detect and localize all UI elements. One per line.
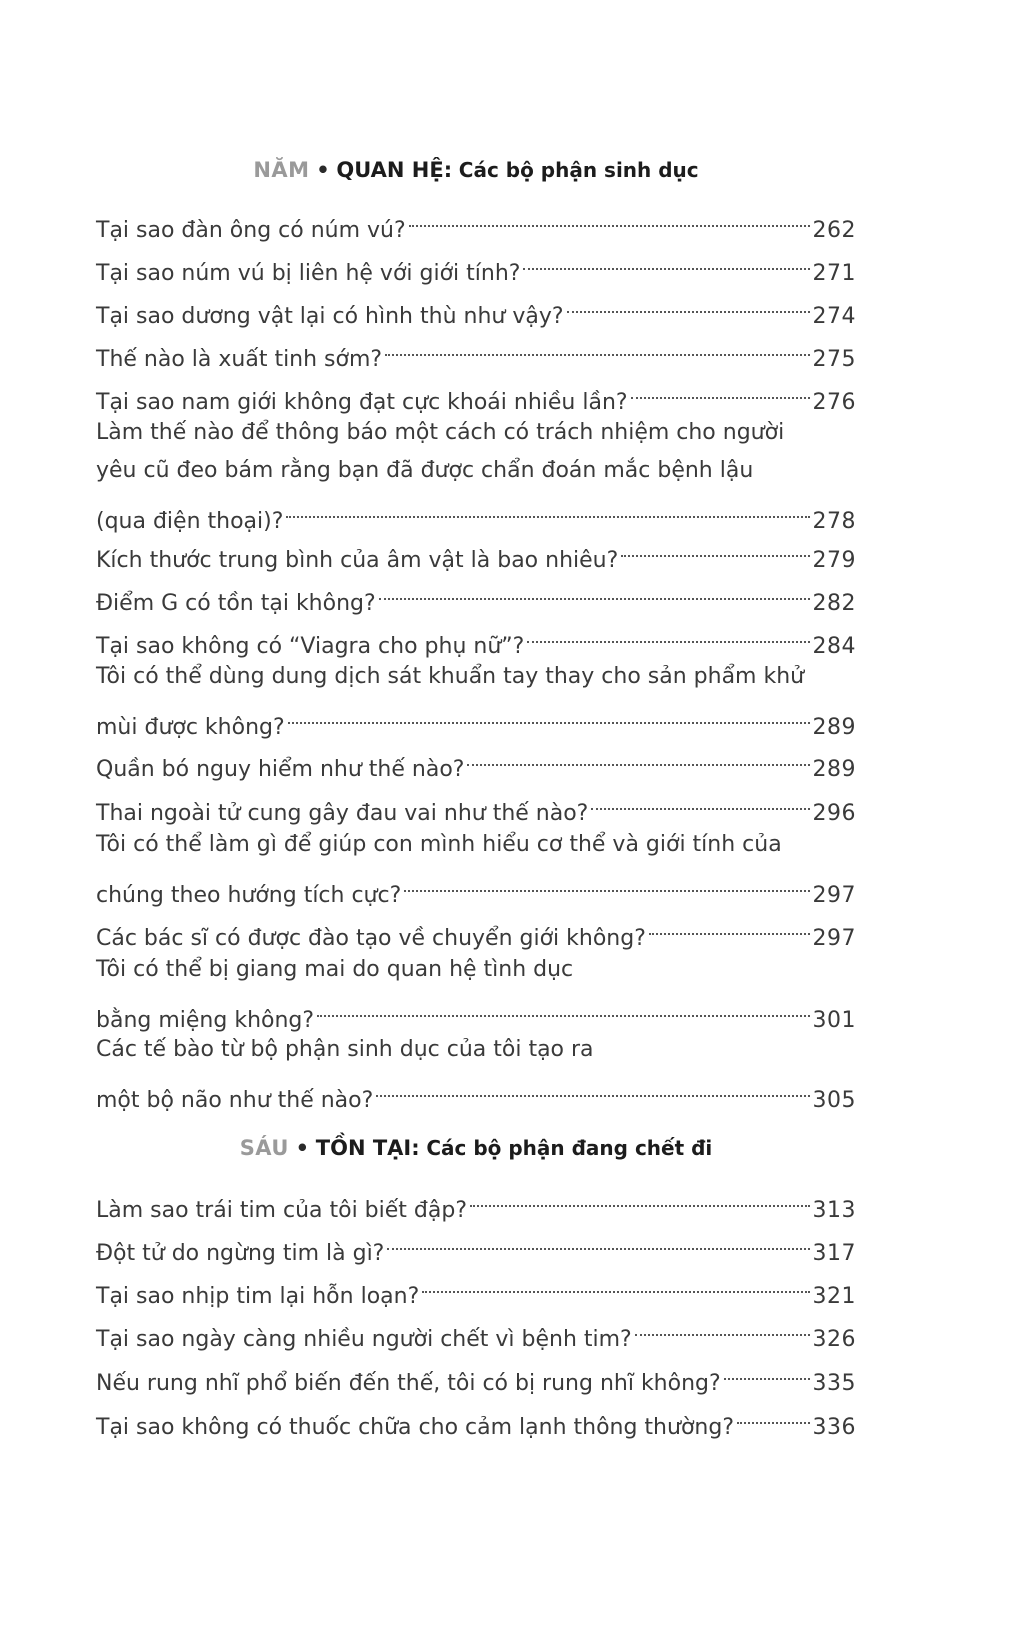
entry-title: Kích thước trung bình của âm vật là bao nhiêu?	[96, 548, 619, 573]
toc-entry[interactable]	[96, 1396, 856, 1447]
entry-title-line: Làm thế nào để thông báo một cách có trách nhiệm cho người	[96, 420, 785, 445]
entry-title: Tại sao núm vú bị liên hệ với giới tính?	[96, 261, 521, 286]
page-number: 276	[812, 390, 856, 415]
dot-leader	[649, 907, 810, 945]
entry-title: Làm sao trái tim của tôi biết đập?	[96, 1198, 468, 1223]
dot-leader	[470, 1179, 809, 1217]
page-number: 336	[812, 1415, 856, 1440]
dot-leader	[621, 529, 809, 567]
page-number: 289	[812, 715, 856, 740]
entry-title: Quần bó nguy hiểm như thế nào?	[96, 757, 465, 782]
entry-title: Tại sao ngày càng nhiều người chết vì bệnh tim?	[96, 1327, 632, 1352]
page-number: 321	[812, 1284, 856, 1309]
page-number: 297	[812, 926, 856, 951]
entry-title: Tại sao không có thuốc chữa cho cảm lạnh thông thường?	[96, 1415, 734, 1440]
entry-title: Các bác sĩ có được đào tạo về chuyển giới không?	[96, 926, 646, 951]
entry-title: bằng miệng không?	[96, 1008, 315, 1033]
entry-title: mùi được không?	[96, 715, 285, 740]
page-number: 301	[812, 1008, 856, 1033]
page-number: 262	[812, 218, 856, 243]
chapter-name: TỒN TẠI:	[315, 1136, 420, 1160]
page-number: 271	[812, 261, 856, 286]
chapter-name: QUAN HỆ:	[336, 158, 453, 182]
page-number: 279	[812, 548, 856, 573]
entry-title-line: Các tế bào từ bộ phận sinh dục của tôi tạo ra	[96, 1037, 594, 1062]
entry-title: chúng theo hướng tích cực?	[96, 883, 402, 908]
dot-leader	[286, 490, 809, 528]
dot-leader	[737, 1396, 810, 1434]
entry-title: Điểm G có tồn tại không?	[96, 591, 376, 616]
dot-leader	[288, 696, 810, 734]
toc-entry[interactable]	[96, 826, 856, 915]
dot-leader	[591, 782, 809, 820]
page-number: 274	[812, 304, 856, 329]
chapter-subtitle: Các bộ phận đang chết đi	[426, 1136, 713, 1160]
entry-title: Tại sao không có “Viagra cho phụ nữ”?	[96, 634, 525, 659]
page-number: 296	[812, 801, 856, 826]
chapter-bullet: •	[316, 158, 330, 182]
toc-entry[interactable]	[96, 951, 856, 1040]
dot-leader	[385, 328, 809, 366]
chapter-number: SÁU	[239, 1136, 289, 1160]
chapter-heading-6	[96, 1134, 856, 1162]
page-number: 289	[812, 757, 856, 782]
entry-title: Tại sao dương vật lại có hình thù như vậy?	[96, 304, 564, 329]
dot-leader	[724, 1352, 810, 1390]
dot-leader	[409, 199, 810, 237]
entry-title-line: Tôi có thể làm gì để giúp con mình hiểu cơ thể và giới tính của	[96, 832, 782, 857]
page-number: 284	[812, 634, 856, 659]
dot-leader	[376, 1069, 809, 1107]
entry-title-line: Tôi có thể bị giang mai do quan hệ tình dục	[96, 957, 574, 982]
dot-leader	[527, 615, 809, 653]
page-number: 282	[812, 591, 856, 616]
dot-leader	[567, 285, 810, 323]
page-number: 335	[812, 1371, 856, 1396]
dot-leader	[422, 1265, 809, 1303]
chapter-bullet: •	[295, 1136, 310, 1160]
entry-title: Tại sao nhịp tim lại hỗn loạn?	[96, 1284, 420, 1309]
toc-entry[interactable]	[96, 658, 856, 747]
entry-title: Tại sao nam giới không đạt cực khoái nhiều lần?	[96, 390, 628, 415]
entry-title: (qua điện thoại)?	[96, 509, 284, 534]
dot-leader	[379, 572, 810, 610]
entry-title: Thai ngoài tử cung gây đau vai như thế nào?	[96, 801, 589, 826]
page-number: 278	[812, 509, 856, 534]
dot-leader	[317, 989, 809, 1027]
toc-entry[interactable]	[96, 1031, 856, 1120]
chapter-heading-5	[96, 156, 856, 184]
page-number: 317	[812, 1241, 856, 1266]
entry-title-line: yêu cũ đeo bám rằng bạn đã được chẩn đoán mắc bệnh lậu	[96, 458, 754, 483]
entry-title: một bộ não như thế nào?	[96, 1088, 374, 1113]
entry-title: Tại sao đàn ông có núm vú?	[96, 218, 406, 243]
toc-entry[interactable]	[96, 414, 856, 541]
dot-leader	[635, 1308, 810, 1346]
entry-title: Đột tử do ngừng tim là gì?	[96, 1241, 385, 1266]
chapter-subtitle: Các bộ phận sinh dục	[458, 158, 699, 182]
page-number: 326	[812, 1327, 856, 1352]
dot-leader	[467, 738, 809, 776]
page-number: 297	[812, 883, 856, 908]
entry-title: Nếu rung nhĩ phổ biến đến thế, tôi có bị rung nhĩ không?	[96, 1371, 721, 1396]
entry-title: Thế nào là xuất tinh sớm?	[96, 347, 383, 372]
dot-leader	[404, 864, 809, 902]
chapter-number: NĂM	[253, 158, 310, 182]
page-number: 275	[812, 347, 856, 372]
entry-title-line: Tôi có thể dùng dung dịch sát khuẩn tay thay cho sản phẩm khử	[96, 664, 805, 689]
page-number: 313	[812, 1198, 856, 1223]
dot-leader	[631, 371, 810, 409]
page-number: 305	[812, 1088, 856, 1113]
dot-leader	[523, 242, 809, 280]
dot-leader	[387, 1222, 809, 1260]
